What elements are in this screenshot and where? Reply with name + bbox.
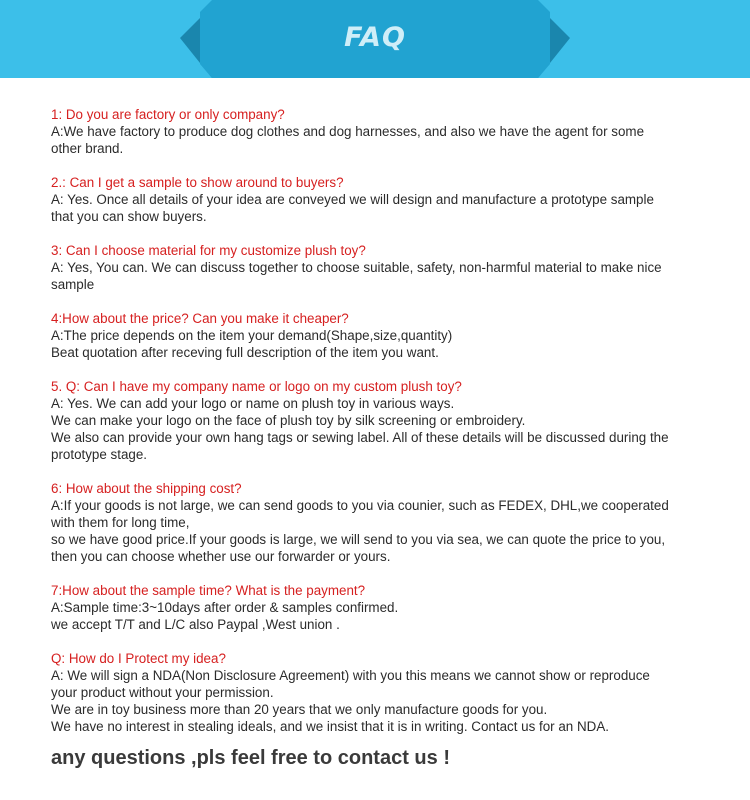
faq-question: 2.: Can I get a sample to show around to buyers? [51,175,344,190]
faq-item [51,650,711,735]
faq-item [51,106,711,157]
faq-item [51,174,711,225]
faq-item [51,480,711,565]
faq-answer-line: A: We will sign a NDA(Non Disclosure Agreement) with you this means we cannot show or reproduce [51,668,650,683]
faq-answer-line: A:If your goods is not large, we can send goods to you via counier, such as FEDEX, DHL,we cooperated [51,498,669,513]
faq-question: 3: Can I choose material for my customize plush toy? [51,243,366,258]
faq-answer-line: We have no interest in stealing ideals, and we insist that it is in writing. Contact us for an NDA. [51,719,609,734]
faq-banner [0,0,750,78]
faq-answer-line: We also can provide your own hang tags or sewing label. All of these details will be discussed during the [51,430,669,445]
faq-answer-line: then you can choose whether use our forwarder or yours. [51,549,391,564]
faq-answer-line: other brand. [51,141,124,156]
faq-item [51,310,711,361]
faq-answer-line: A:We have factory to produce dog clothes and dog harnesses, and also we have the agent for some [51,124,645,139]
faq-list [51,106,711,752]
faq-answer-line: sample [51,277,95,292]
faq-answer-line: with them for long time, [51,515,190,530]
faq-answer-line: We are in toy business more than 20 years that we only manufacture goods for you. [51,702,548,717]
contact-note: any questions ,pls feel free to contact us ! [51,747,450,769]
faq-answer-line: A:Sample time:3~10days after order & samples confirmed. [51,600,399,615]
faq-answer-line: prototype stage. [51,447,148,462]
page-title: FAQ [344,22,406,53]
faq-answer-line: Beat quotation after receving full description of the item you want. [51,345,439,360]
faq-item [51,582,711,633]
faq-question: 7:How about the sample time? What is the payment? [51,583,366,598]
faq-item [51,378,711,463]
faq-answer-line: A: Yes, You can. We can discuss together to choose suitable, safety, non-harmful material to make nice [51,260,662,275]
faq-question: 5. Q: Can I have my company name or logo on my custom plush toy? [51,379,462,394]
faq-question: Q: How do I Protect my idea? [51,651,226,666]
faq-question: 4:How about the price? Can you make it cheaper? [51,311,349,326]
faq-answer-line: We can make your logo on the face of plush toy by silk screening or embroidery. [51,413,526,428]
faq-answer-line: A: Yes. We can add your logo or name on plush toy in various ways. [51,396,455,411]
faq-answer-line: that you can show buyers. [51,209,207,224]
faq-answer-line: we accept T/T and L/C also Paypal ,West union . [51,617,340,632]
faq-answer-line: your product without your permission. [51,685,274,700]
faq-answer-line: A:The price depends on the item your demand(Shape,size,quantity) [51,328,453,343]
faq-question: 6: How about the shipping cost? [51,481,242,496]
faq-question: 1: Do you are factory or only company? [51,107,285,122]
faq-answer-line: so we have good price.If your goods is large, we will send to you via sea, we can quote the price to you, [51,532,666,547]
faq-item [51,242,711,293]
faq-answer-line: A: Yes. Once all details of your idea are conveyed we will design and manufacture a prototype sample [51,192,654,207]
